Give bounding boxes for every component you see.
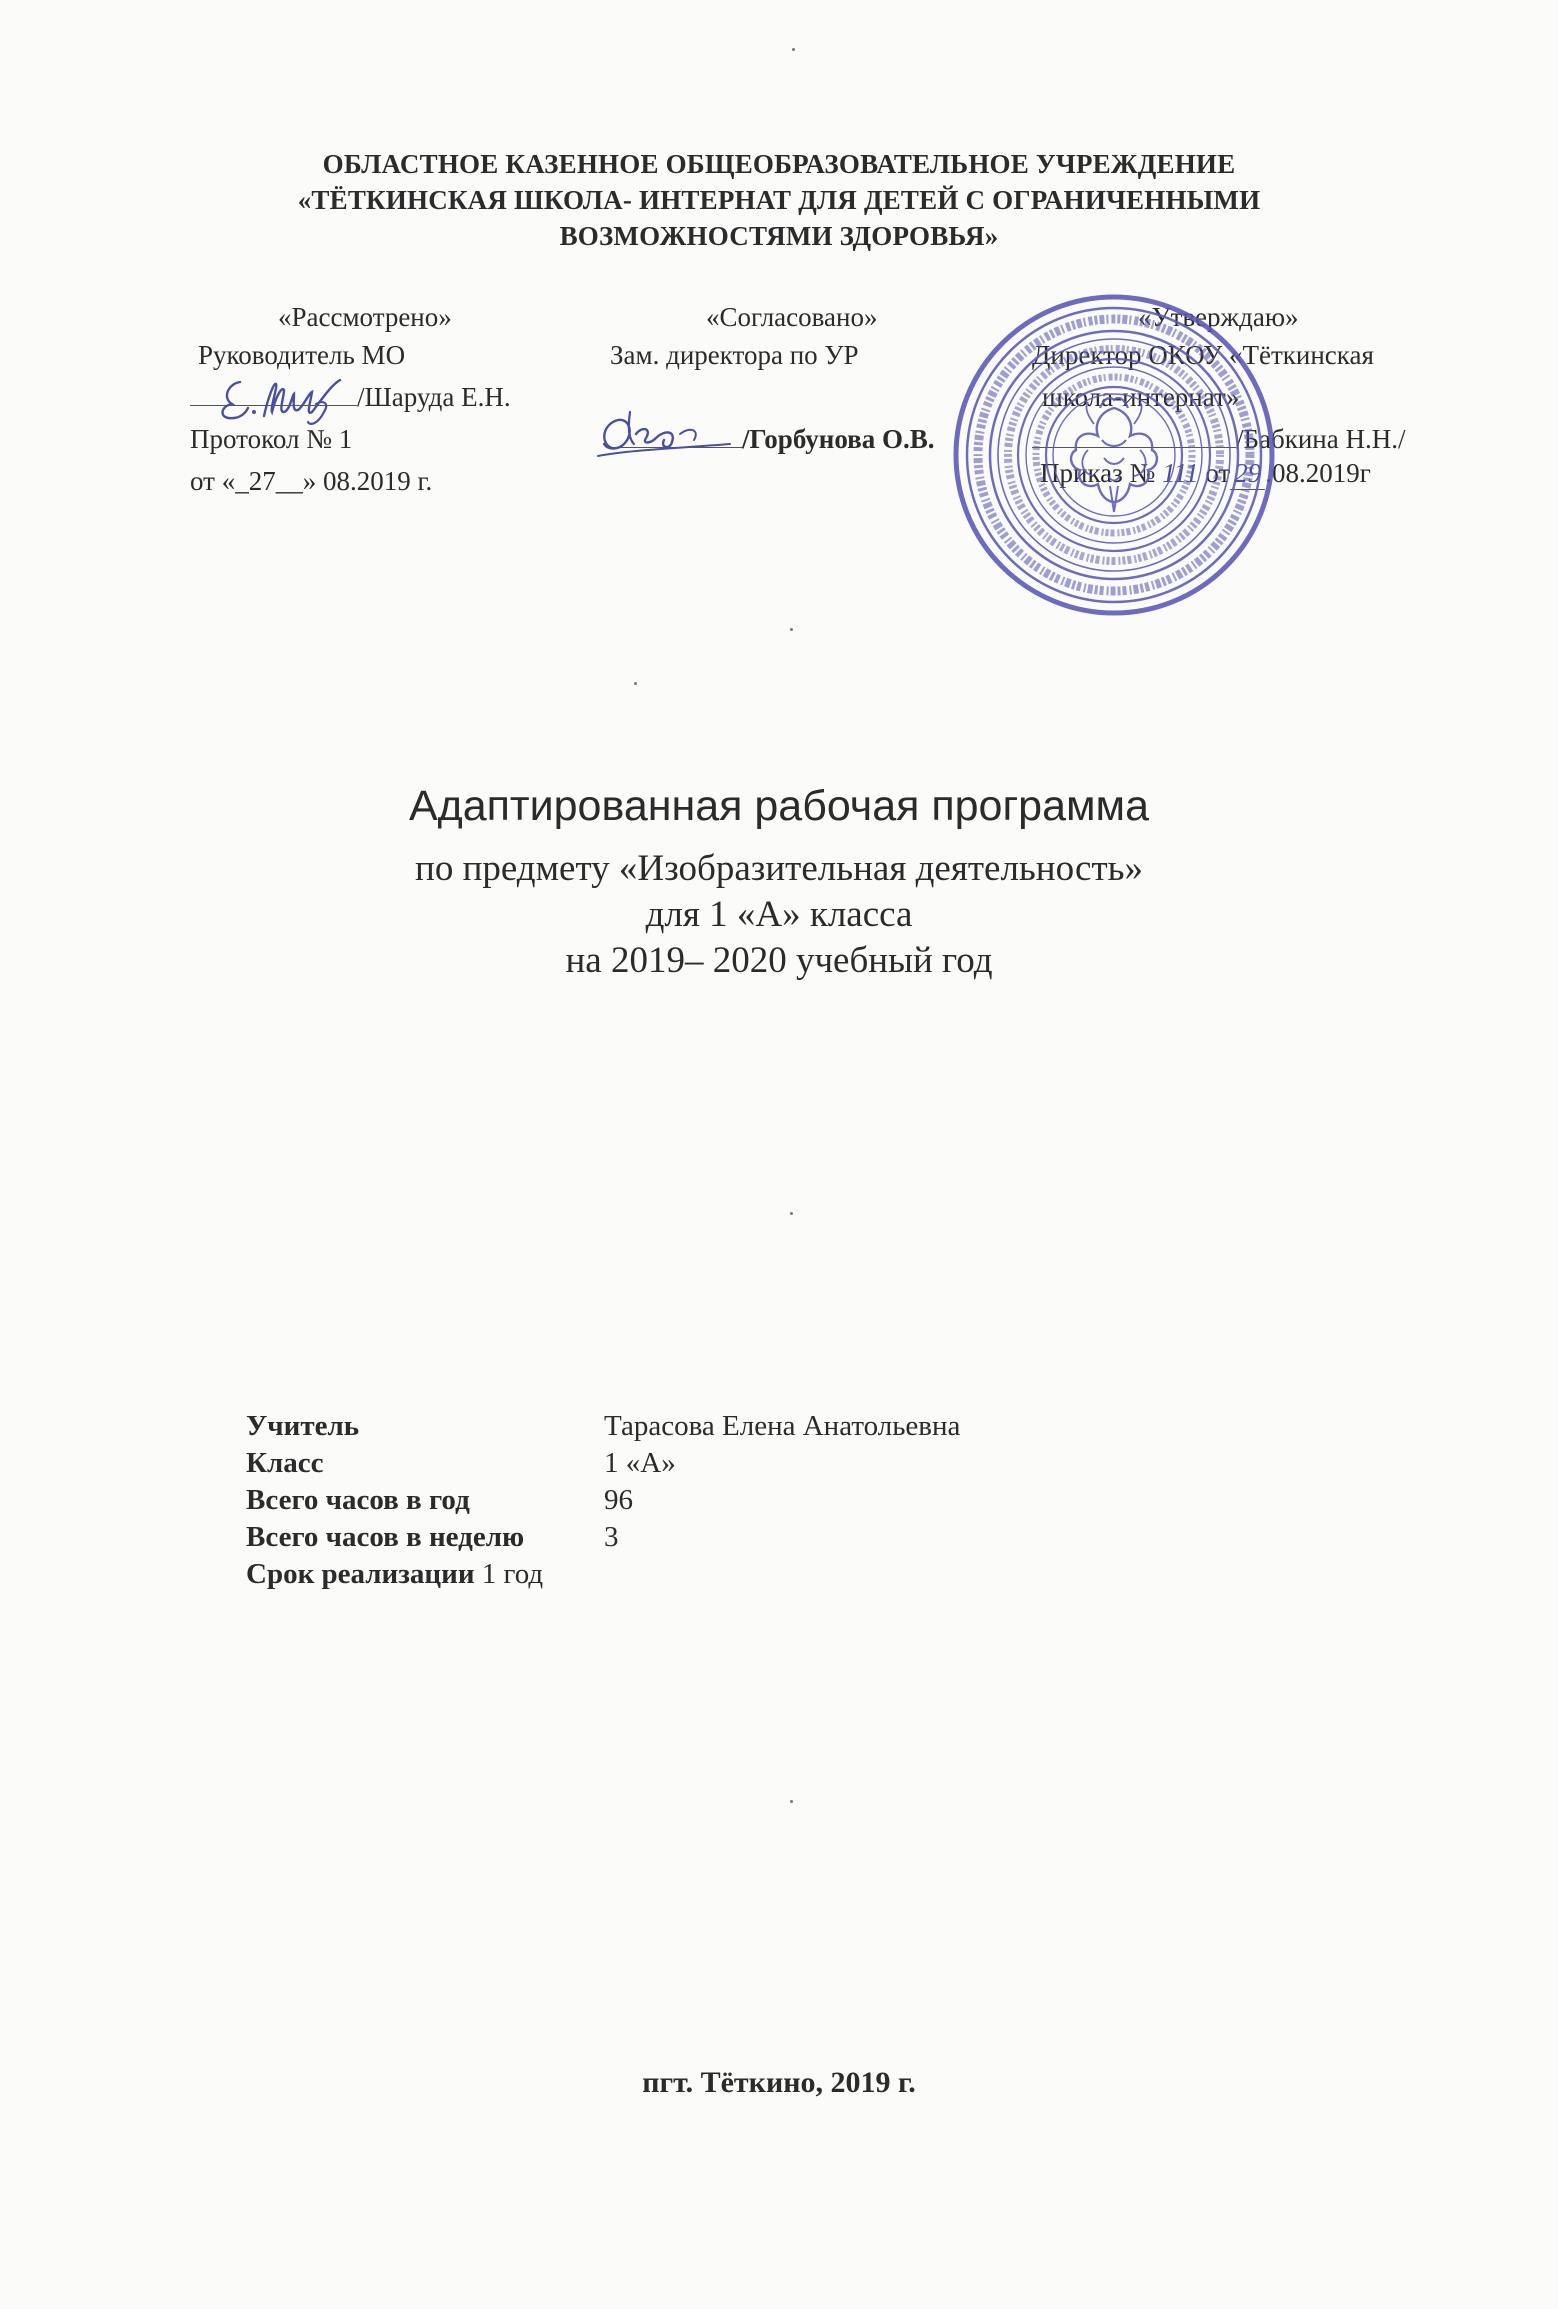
program-year: на 2019– 2020 учебный год (565, 940, 993, 981)
scan-speck (790, 1800, 793, 1803)
scan-speck (634, 682, 637, 685)
info-table (246, 1408, 960, 1556)
scan-speck (790, 628, 793, 631)
agreed-name: /Горбунова О.В. (742, 424, 935, 454)
program-subject: по предмету «Изобразительная деятельность» (415, 848, 1143, 889)
info-label: Учитель (246, 1410, 360, 1442)
info-row-hours-week (246, 1519, 960, 1556)
approved-order-day: 29 (1230, 458, 1265, 490)
reviewed-protocol: Протокол № 1 (190, 424, 353, 454)
reviewed-role: Руководитель МО (198, 340, 406, 370)
organization-header (0, 146, 1558, 254)
info-label: Всего часов в неделю (246, 1521, 525, 1553)
reviewed-date: от «_27__» 08.2019 г. (190, 466, 433, 496)
approved-order-from: от (1205, 458, 1231, 488)
agreed-role: Зам. директора по УР (610, 340, 859, 370)
info-value: Тарасова Елена Анатольевна (604, 1410, 961, 1442)
scan-speck (790, 1212, 793, 1215)
official-stamp (948, 290, 1280, 620)
program-subtitle (0, 846, 1558, 984)
info-row-class (246, 1445, 960, 1482)
approved-heading: «Утверждаю» (1138, 302, 1299, 332)
organization-line-1: ОБЛАСТНОЕ КАЗЕННОЕ ОБЩЕОБРАЗОВАТЕЛЬНОЕ УЧРЕЖДЕНИЕ (322, 149, 1236, 179)
approved-order-date: .08.2019г (1265, 458, 1371, 488)
approved-role-line-1: Директор ОКОУ «Тёткинская (1032, 340, 1374, 370)
program-class: для 1 «А» класса (645, 894, 913, 935)
info-row-hours-year (246, 1482, 960, 1519)
info-value: 96 (604, 1484, 633, 1516)
info-row-duration (246, 1556, 960, 1593)
approved-order-number: 111 (1162, 458, 1199, 488)
approved-name: /Бабкина Н.Н./ (1236, 424, 1406, 454)
organization-line-2: «ТЁТКИНСКАЯ ШКОЛА- ИНТЕРНАТ ДЛЯ ДЕТЕЙ С ОГРАНИЧЕННЫМИ (297, 185, 1261, 215)
info-label: Класс (246, 1447, 324, 1479)
reviewed-name: /Шаруда Е.Н. (357, 382, 511, 412)
info-label: Срок реализации (246, 1558, 475, 1590)
organization-line-3: ВОЗМОЖНОСТЯМИ ЗДОРОВЬЯ» (559, 221, 999, 251)
info-value: 3 (604, 1521, 619, 1553)
agreed-signature (590, 404, 740, 470)
info-label: Всего часов в год (246, 1484, 470, 1516)
approved-order-prefix: Приказ № (1040, 458, 1156, 488)
scan-speck (792, 48, 795, 51)
program-info (246, 1408, 960, 1593)
reviewed-heading: «Рассмотрено» (278, 302, 452, 332)
info-value: 1 год (481, 1558, 544, 1590)
info-value: 1 «А» (604, 1447, 676, 1479)
reviewed-signature (212, 372, 362, 428)
program-title: Адаптированная рабочая программа (408, 782, 1150, 830)
approved-role-line-2: школа-интернат» (1042, 382, 1240, 412)
footer-place-year: пгт. Тёткино, 2019 г. (642, 2066, 916, 2099)
agreed-heading: «Согласовано» (706, 302, 878, 332)
info-row-teacher (246, 1408, 960, 1445)
